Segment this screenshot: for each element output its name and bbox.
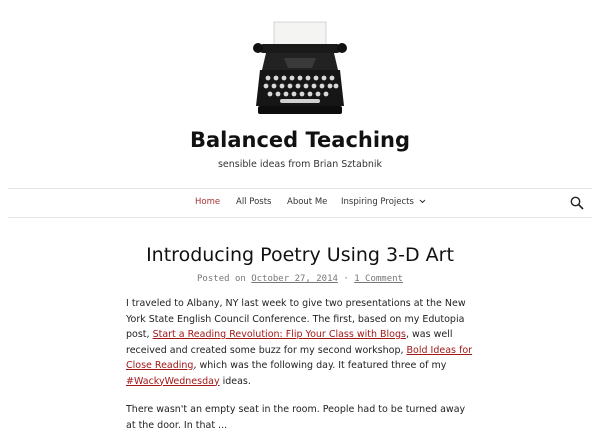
link-reading-revolution[interactable]: Start a Reading Revolution: Flip Your Class with Blogs (152, 329, 406, 340)
nav-all-posts[interactable]: All Posts (236, 197, 272, 207)
search-icon (570, 196, 584, 210)
meta-separator: · (343, 274, 349, 284)
paragraph-text: , was well received and created some buzz for my second workshop, (126, 329, 453, 356)
post-meta (0, 274, 600, 284)
paragraph-text: ideas. (219, 375, 251, 387)
typewriter-icon[interactable] (246, 20, 354, 120)
post-content (126, 296, 474, 446)
comments-link[interactable]: 1 Comment (354, 274, 403, 284)
paragraph-text: , which was the following day. It featured three of my (193, 360, 447, 371)
link-wacky-wednesday[interactable]: #WackyWednesday (126, 375, 220, 387)
nav-inspiring-projects-label: Inspiring Projects (341, 197, 414, 207)
posted-on-label: Posted on (197, 274, 246, 284)
post-title[interactable]: Introducing Poetry Using 3-D Art (146, 244, 454, 266)
main-navigation (8, 188, 592, 218)
search-button[interactable] (570, 195, 584, 209)
paragraph (126, 296, 474, 389)
nav-home[interactable]: Home (195, 197, 221, 207)
paragraph-text: I traveled to Albany, NY last week to give two presentations at the New York State English Council Conference. The first, based on my Edutopia post, (126, 298, 466, 340)
nav-inspiring-projects[interactable] (341, 197, 426, 207)
paragraph: There wasn't an empty seat in the room. People had to be turned away at the door. In that ... (126, 404, 466, 431)
post-date-link[interactable]: October 27, 2014 (251, 274, 338, 284)
site-title[interactable]: Balanced Teaching (189, 128, 411, 152)
chevron-down-icon (419, 198, 426, 205)
link-close-reading[interactable]: Bold Ideas for Close Reading (126, 344, 473, 371)
nav-about-me[interactable]: About Me (287, 197, 328, 207)
site-tagline: sensible ideas from Brian Sztabnik (217, 159, 383, 170)
